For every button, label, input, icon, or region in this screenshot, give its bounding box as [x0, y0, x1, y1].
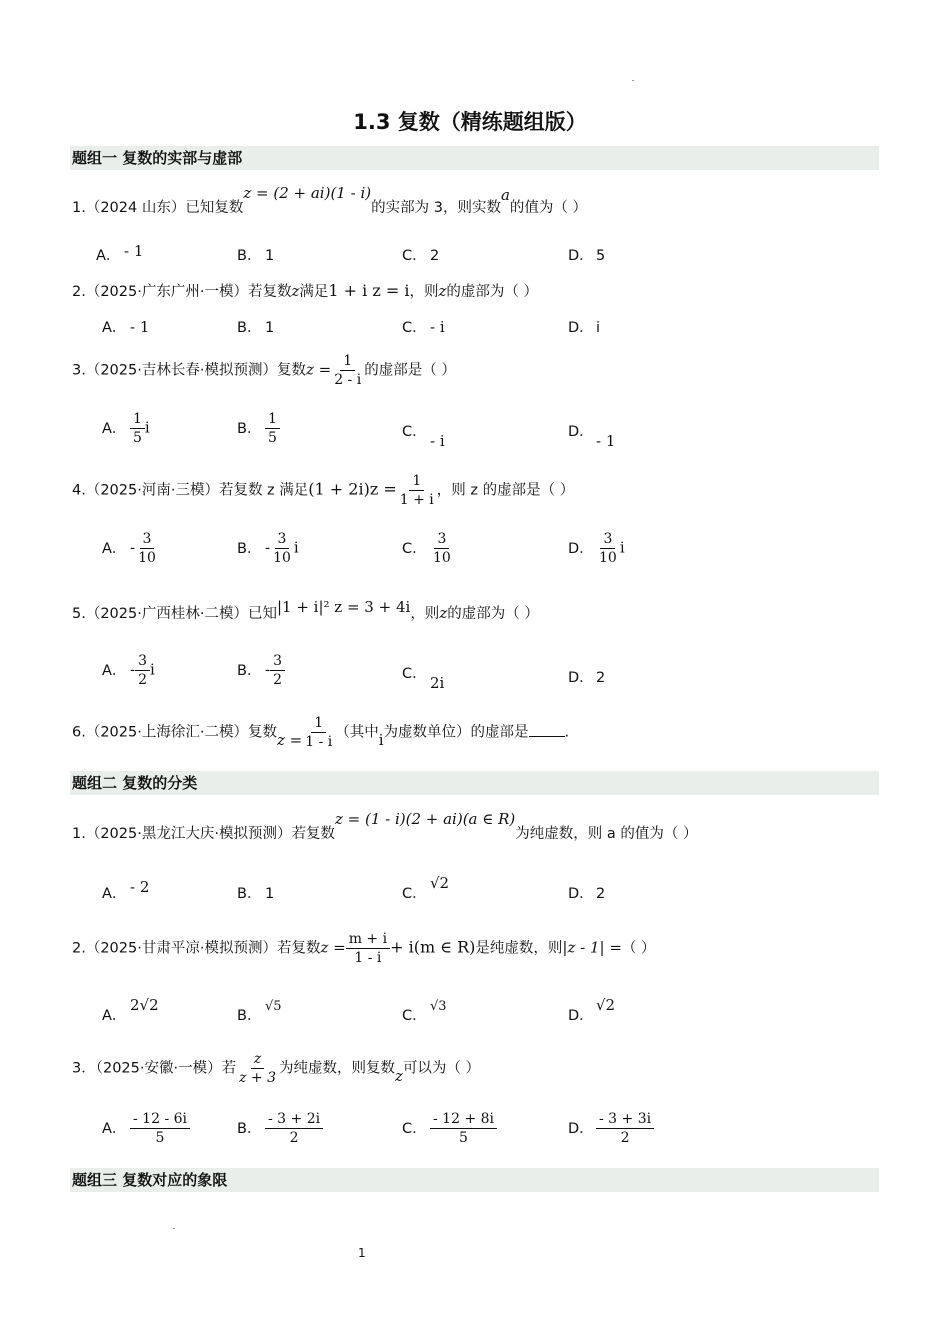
denominator: 10 — [599, 550, 617, 566]
math-expr: - 1 — [124, 242, 144, 260]
numerator: - 3 + 3i — [596, 1110, 654, 1129]
math-expr: - 2 — [130, 878, 150, 896]
math-var: a — [500, 186, 510, 204]
question-text: 6.（2025·上海徐汇·二模）复数 — [72, 724, 277, 741]
scan-dot — [173, 1228, 175, 1229]
question-text: 为虚数单位）的虚部是 — [383, 724, 529, 741]
option-letter: C． — [402, 424, 427, 440]
question-text: 1 — [265, 248, 275, 264]
math-expr: (1 + 2i)z = — [308, 479, 397, 499]
option-letter: D． — [568, 1008, 594, 1024]
fraction — [130, 410, 145, 447]
numerator: - 3 + 2i — [265, 1110, 323, 1129]
math-expr: z — [395, 1066, 403, 1085]
option-a — [102, 316, 149, 337]
math-expr: √2 — [430, 874, 450, 892]
option-letter: A． — [102, 1120, 127, 1137]
math-expr: z — [439, 604, 448, 622]
option-c — [402, 316, 445, 337]
option-letter: B． — [237, 1008, 262, 1024]
math-expr: - — [265, 538, 271, 557]
option-a — [96, 244, 143, 265]
option-letter: D． — [568, 424, 594, 440]
question-text: 满足 — [299, 284, 329, 300]
option-letter: C． — [402, 886, 427, 902]
question-1-3 — [72, 352, 456, 389]
denominator: 10 — [138, 550, 156, 566]
denominator: 1 - i — [305, 734, 333, 750]
math-expr: z = (2 + ai)(1 - i) — [243, 184, 372, 202]
option-b — [237, 530, 299, 567]
option-letter: B． — [237, 662, 262, 679]
denominator: 2 — [273, 672, 282, 688]
numerator: 3 — [270, 652, 285, 671]
question-text: 3.（2025·吉林长春·模拟预测）复数 — [72, 362, 306, 379]
option-b — [237, 410, 280, 447]
denominator: 2 — [289, 1130, 299, 1146]
math-expr: - — [130, 538, 136, 557]
math-expr: z = (1 - i)(2 + ai)(a ∈ R) — [334, 810, 516, 828]
denominator: 10 — [273, 550, 291, 566]
math-expr: 1 + i z = i — [328, 281, 410, 300]
question-1-5 — [72, 598, 539, 623]
option-a — [102, 996, 159, 1025]
math-expr: i — [150, 660, 155, 679]
question-text: 3．（2025·安徽·一模）若 — [72, 1060, 237, 1077]
option-letter: B． — [237, 420, 262, 437]
denominator: 2 — [138, 672, 147, 688]
question-2-3 — [72, 1050, 480, 1087]
math-expr: - — [130, 660, 136, 679]
denominator: 2 - i — [334, 372, 362, 388]
page-number: 1 — [358, 1246, 366, 1260]
math-expr: |z - 1| = — [562, 938, 622, 957]
math-expr: - 1 — [596, 432, 616, 450]
question-text: . — [564, 724, 570, 741]
option-d — [568, 424, 616, 450]
stem: 的值为（ ） — [509, 200, 588, 216]
scan-dot — [632, 80, 634, 81]
option-letter: D． — [568, 248, 594, 264]
denominator: 1 - i — [354, 950, 382, 966]
option-letter: B． — [237, 248, 262, 264]
question-text: 2 — [596, 886, 606, 902]
numerator: - 12 + 8i — [430, 1110, 497, 1129]
question-text: 1.（2025·黑龙江大庆·模拟预测）若复数 — [72, 826, 335, 842]
option-b — [237, 882, 274, 903]
denominator: 5 — [459, 1130, 468, 1146]
fraction — [135, 530, 159, 567]
numerator: 1 — [130, 410, 145, 429]
option-letter: A． — [102, 540, 127, 557]
option-letter: D． — [568, 670, 594, 686]
numerator: - 12 - 6i — [130, 1110, 190, 1129]
page-title: 1.3 复数（精练题组版） — [353, 110, 587, 134]
fraction — [270, 652, 285, 689]
option-letter: B． — [237, 886, 262, 902]
question-text: 4.（2025·河南·三模）若复数 z 满足 — [72, 482, 309, 499]
question-text: 可以为（ ） — [402, 1060, 481, 1077]
math-expr: 2i — [430, 674, 445, 692]
question-text: 的虚部为（ ） — [447, 606, 539, 622]
question-1-2 — [72, 280, 538, 301]
option-letter: B． — [237, 540, 262, 557]
question-text: （ ） — [621, 940, 656, 957]
math-expr: 2√2 — [130, 996, 159, 1014]
question-text: 1 — [265, 886, 275, 902]
option-d — [568, 316, 600, 337]
denominator: 2 — [620, 1130, 630, 1146]
option-d — [568, 1110, 654, 1147]
question-text: i — [596, 320, 601, 336]
denominator: 1 + i — [399, 492, 434, 508]
question-text: 1 — [265, 320, 275, 336]
option-c — [402, 666, 445, 692]
question-text: ，则 — [409, 284, 439, 300]
option-c — [402, 1110, 497, 1147]
numerator: 3 — [434, 530, 449, 549]
question-text: 2.（2025·广东广州·一模）若复数 — [72, 284, 292, 300]
option-d — [568, 530, 625, 567]
option-b — [237, 1110, 323, 1147]
stem: 的实部为 3，则实数 — [371, 200, 501, 216]
fraction — [265, 410, 280, 447]
option-letter: C． — [402, 540, 427, 557]
numerator: 3 — [140, 530, 155, 549]
question-text: 为纯虚数，则 a 的值为（ ） — [515, 826, 698, 842]
math-var: z — [438, 282, 447, 300]
numerator: 3 — [275, 530, 290, 549]
option-letter: B． — [237, 320, 262, 336]
option-c — [402, 424, 445, 450]
option-c — [402, 999, 447, 1025]
fraction — [302, 714, 335, 751]
fraction — [397, 472, 437, 509]
question-2-2 — [72, 930, 656, 967]
fraction — [331, 352, 364, 389]
fraction — [430, 530, 454, 567]
option-b — [237, 999, 282, 1025]
option-letter: C． — [402, 1120, 427, 1137]
numerator: m + i — [346, 930, 390, 949]
fraction — [596, 1110, 654, 1147]
option-b — [237, 316, 274, 337]
option-letter: A． — [102, 662, 127, 679]
question-1-1 — [72, 184, 588, 217]
math-expr: √2 — [596, 996, 616, 1014]
question-1-6 — [72, 714, 569, 751]
section-header-1: 题组一 复数的实部与虚部 — [70, 146, 879, 170]
fraction — [430, 1110, 497, 1147]
fraction — [596, 530, 620, 567]
math-expr: z = — [305, 360, 332, 379]
fraction — [135, 652, 150, 689]
option-b — [237, 244, 274, 265]
numerator: 1 — [340, 352, 355, 371]
option-a — [102, 878, 150, 903]
question-text: 2.（2025·甘肃平凉·模拟预测）若复数 — [72, 940, 321, 957]
option-letter: C． — [402, 248, 427, 264]
option-a — [102, 530, 159, 567]
numerator: 1 — [265, 410, 280, 429]
math-expr: i — [378, 730, 384, 749]
numerator: 3 — [600, 530, 615, 549]
question-text: 5.（2025·广西桂林·二模）已知 — [72, 606, 277, 622]
math-expr: - i — [430, 318, 445, 336]
option-letter: D． — [568, 886, 594, 902]
option-letter: A． — [102, 1008, 127, 1024]
question-2-1 — [72, 810, 698, 843]
fraction — [130, 1110, 190, 1147]
fraction — [265, 1110, 323, 1147]
fraction — [236, 1050, 279, 1087]
option-c — [402, 244, 439, 265]
question-text: 为纯虚数，则复数 — [279, 1060, 396, 1077]
option-letter: D． — [568, 1120, 594, 1137]
question-text: 5 — [596, 248, 606, 264]
option-d — [568, 244, 605, 265]
math-expr: - 1 — [130, 318, 150, 336]
option-d — [568, 882, 605, 903]
option-letter: A． — [102, 420, 127, 437]
option-b — [237, 652, 285, 689]
question-1-4 — [72, 472, 574, 509]
math-expr: i — [293, 538, 299, 557]
numerator: 1 — [311, 714, 326, 733]
question-text: 2 — [596, 670, 606, 686]
section-header-3: 题组三 复数对应的象限 — [70, 1168, 879, 1192]
option-letter: C． — [402, 1008, 427, 1024]
option-letter: A． — [102, 886, 127, 902]
stem: 1.（2024 山东）已知复数 — [72, 200, 244, 216]
option-letter: A． — [102, 320, 127, 336]
question-text: ，则 — [410, 606, 440, 622]
denominator: z + 3 — [239, 1070, 277, 1086]
question-text: 2 — [430, 248, 440, 264]
question-text: （其中 — [335, 724, 379, 741]
option-letter: B． — [237, 1120, 262, 1137]
math-var: z — [291, 282, 300, 300]
question-text: 的虚部为（ ） — [446, 284, 538, 300]
math-expr: z = — [320, 938, 346, 957]
math-expr: |1 + i|² z = 3 + 4i — [276, 598, 411, 616]
denominator: 5 — [268, 430, 277, 446]
fraction — [270, 530, 294, 567]
math-expr: + i(m ∈ R) — [390, 937, 476, 957]
numerator: 3 — [135, 652, 150, 671]
section-header-2: 题组二 复数的分类 — [70, 771, 879, 795]
option-letter: C． — [402, 666, 427, 682]
option-d — [568, 666, 605, 687]
math-expr: √5 — [265, 999, 282, 1014]
option-c — [402, 530, 454, 567]
math-expr: i — [619, 538, 625, 557]
option-c — [402, 874, 450, 903]
option-letter: C． — [402, 320, 427, 336]
math-expr: i — [144, 418, 150, 437]
question-text: ，则 z 的虚部是（ ） — [436, 482, 575, 499]
denominator: 10 — [433, 550, 451, 566]
option-letter: D． — [568, 540, 594, 557]
fraction — [346, 930, 390, 967]
math-expr: - — [265, 660, 271, 679]
answer-blank — [529, 736, 565, 737]
option-a — [102, 652, 155, 689]
math-expr: z = — [276, 730, 303, 749]
numerator: 1 — [409, 472, 424, 491]
option-a — [102, 410, 150, 447]
math-expr: √3 — [430, 999, 447, 1014]
numerator: z — [251, 1050, 264, 1069]
denominator: 5 — [155, 1130, 165, 1146]
option-a — [102, 1110, 190, 1147]
question-text: 是纯虚数，则 — [475, 940, 563, 957]
option-letter: D． — [568, 320, 594, 336]
math-expr: - i — [430, 432, 445, 450]
denominator: 5 — [133, 430, 142, 446]
question-text: 的虚部是（ ） — [364, 362, 456, 379]
option-letter: A． — [96, 248, 121, 264]
option-d — [568, 996, 616, 1025]
